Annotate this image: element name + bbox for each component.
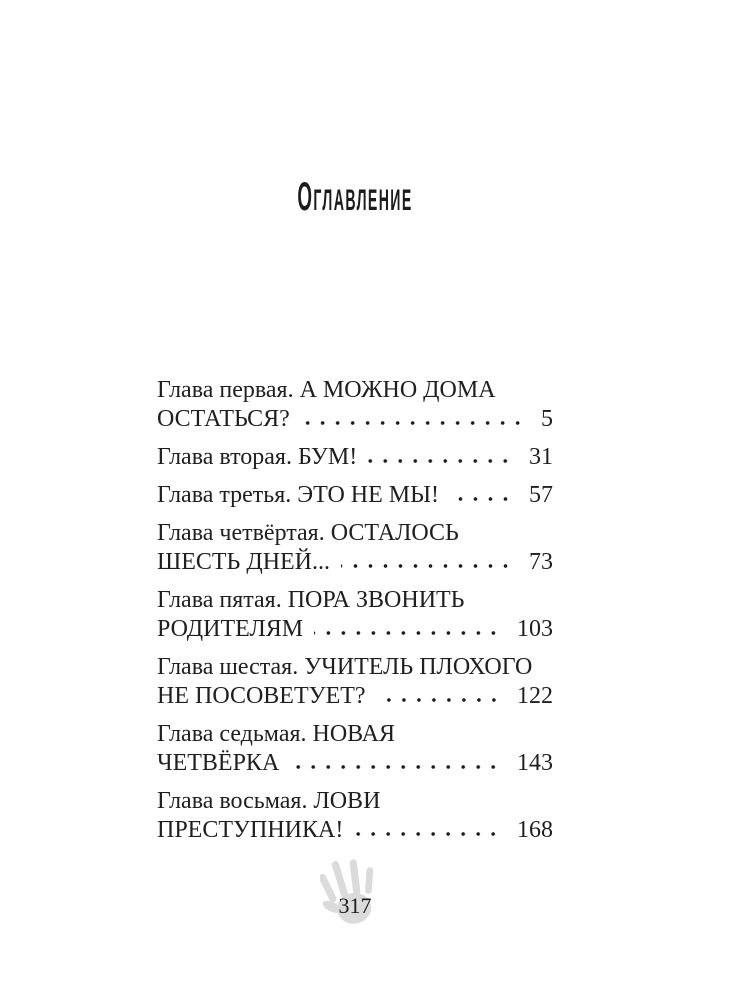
chapter-page-number: 143 <box>517 750 553 776</box>
chapter-page-number: 73 <box>529 549 553 575</box>
chapter-title-line: Глава пятая. ПОРА ЗВОНИТЬ <box>157 587 465 613</box>
chapter-title-line: ОСТАТЬСЯ? <box>157 406 290 432</box>
chapter-title-line: ШЕСТЬ ДНЕЙ... <box>157 549 331 575</box>
toc-list <box>157 376 553 845</box>
chapter-title-line: Глава седьмая. НОВАЯ <box>157 721 396 747</box>
folio-page-number: 317 <box>338 893 372 918</box>
toc-entry <box>157 787 553 845</box>
dot-leader <box>301 420 525 426</box>
chapter-title-line: ПРЕСТУПНИКА! <box>157 817 344 843</box>
dot-leader <box>377 697 501 703</box>
toc-entry <box>157 586 553 644</box>
chapter-page-number: 57 <box>529 482 553 508</box>
chapter-title-line: Глава вторая. БУМ! <box>157 444 358 470</box>
toc-entry <box>157 443 553 472</box>
chapter-title-line: ЧЕТВЁРКА <box>157 750 280 776</box>
chapter-title-line: НЕ ПОСОВЕТУЕТ? <box>157 683 366 709</box>
chapter-page-number: 168 <box>517 817 553 843</box>
toc-entry <box>157 376 553 434</box>
dot-leader <box>450 496 513 502</box>
dot-leader <box>341 563 513 569</box>
dot-leader <box>290 764 501 770</box>
dot-leader <box>314 630 501 636</box>
toc-entry <box>157 653 553 711</box>
page-footer <box>157 850 553 940</box>
chapter-title-line: Глава восьмая. ЛОВИ <box>157 788 381 814</box>
chapter-page-number: 122 <box>517 683 553 709</box>
chapter-page-number: 5 <box>541 406 553 432</box>
chapter-title-line: Глава четвёртая. ОСТАЛОСЬ <box>157 520 459 546</box>
toc-entry <box>157 481 553 510</box>
toc-entry <box>157 720 553 778</box>
dot-leader <box>368 458 513 464</box>
chapter-title-line: Глава третья. ЭТО НЕ МЫ! <box>157 482 440 508</box>
chapter-page-number: 31 <box>529 444 553 470</box>
chapter-title-line: РОДИТЕЛЯМ <box>157 616 304 642</box>
toc-entry <box>157 519 553 577</box>
page-title: ОГЛАВЛЕНИЕ <box>297 175 413 219</box>
chapter-page-number: 103 <box>517 616 553 642</box>
chapter-title-line: Глава шестая. УЧИТЕЛЬ ПЛОХОГО <box>157 654 533 680</box>
dot-leader <box>354 831 501 837</box>
chapter-title-line: Глава первая. А МОЖНО ДОМА <box>157 377 496 403</box>
